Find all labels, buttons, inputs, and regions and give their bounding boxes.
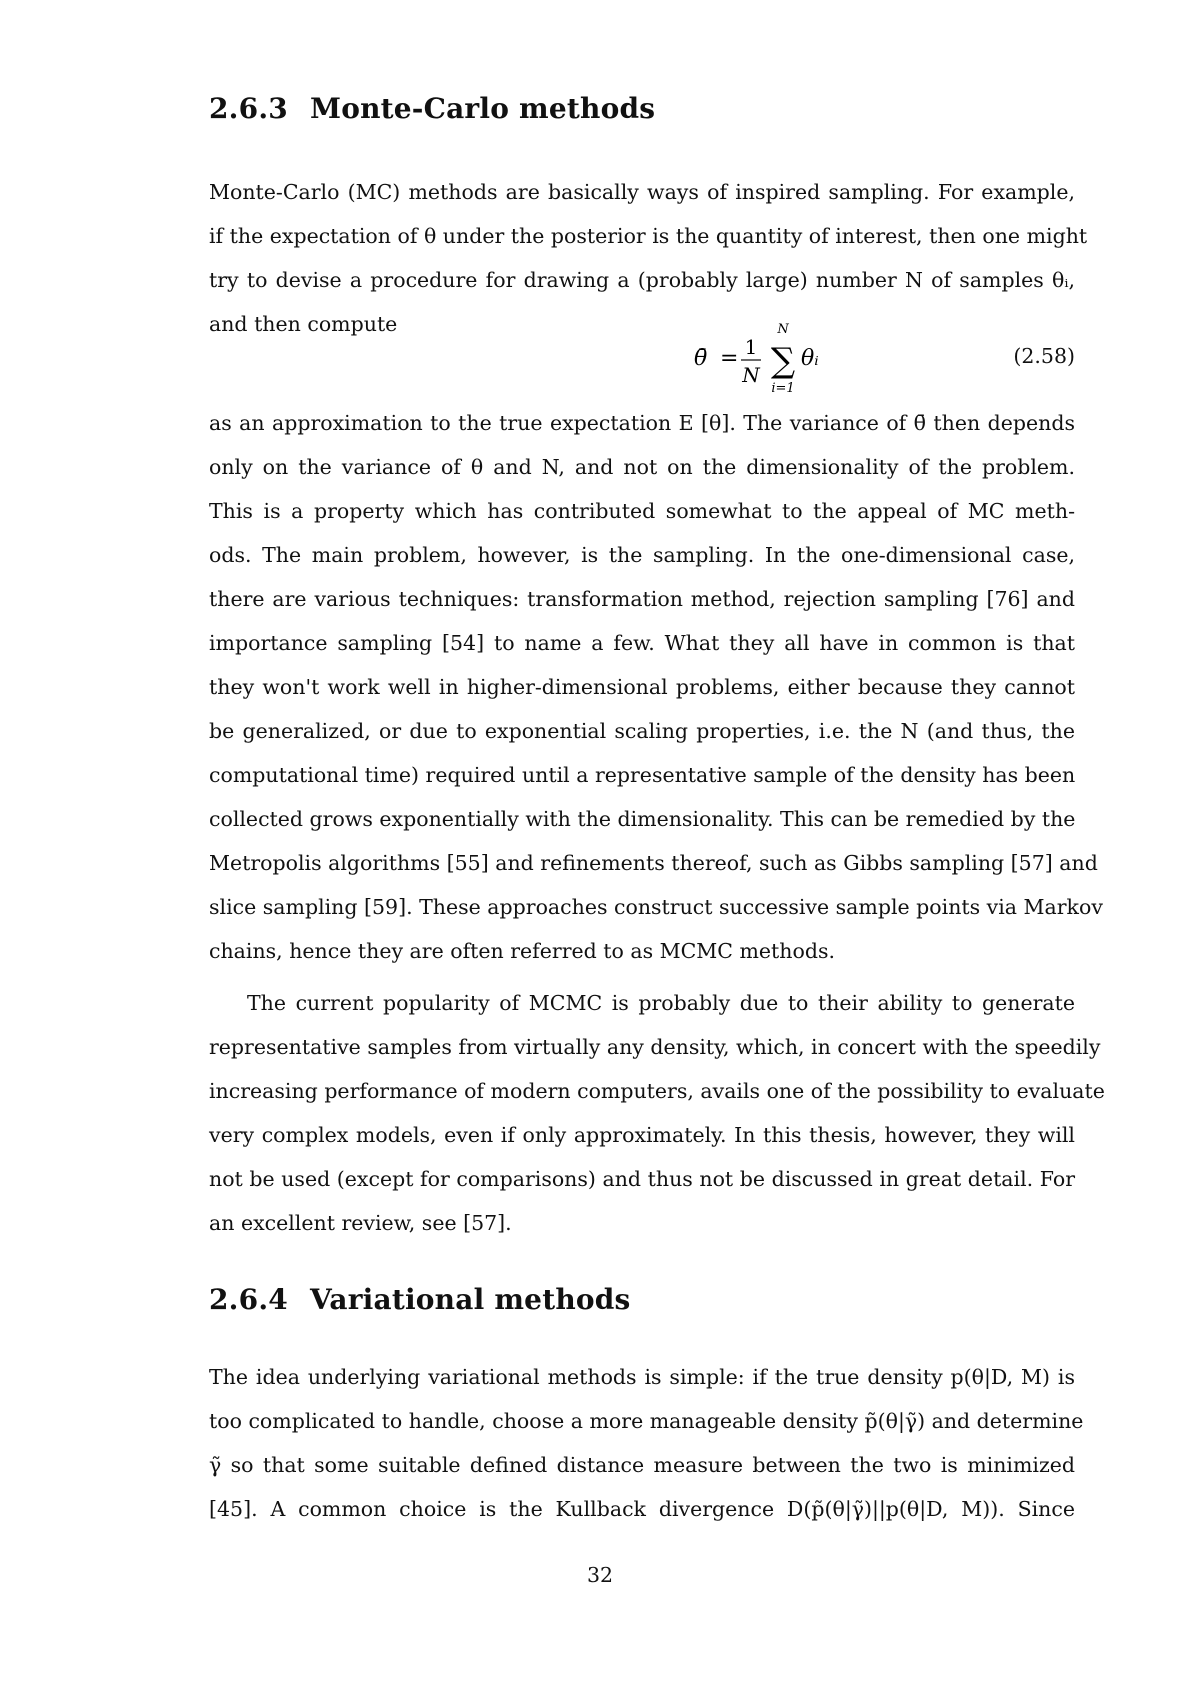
text-line: an excellent review, see [57]. <box>209 1211 512 1235</box>
equation-formula <box>684 320 854 400</box>
section-number: 2.6.3 <box>209 92 288 125</box>
section-title: Variational methods <box>310 1283 631 1316</box>
eq-numerator: 1 <box>744 335 758 359</box>
text-line: representative samples from virtually any density, which, in concert with the speedily <box>209 1035 1101 1059</box>
text-line: very complex models, even if only approximately. In this thesis, however, they will <box>209 1123 1075 1147</box>
eq-sum-upper: N <box>777 322 789 337</box>
text-line: collected grows exponentially with the dimensionality. This can be remedied by the <box>209 807 1076 831</box>
text-line: there are various techniques: transformation method, rejection sampling [76] and <box>209 587 1075 611</box>
section-number: 2.6.4 <box>209 1283 288 1316</box>
equation-number: (2.58) <box>1013 344 1075 368</box>
section-title: Monte-Carlo methods <box>310 92 656 125</box>
text-line: γ̃ so that some suitable defined distance measure between the two is minimized <box>209 1453 1075 1477</box>
text-line: slice sampling [59]. These approaches construct successive sample points via Markov <box>209 895 1103 919</box>
paragraph-variational <box>209 1355 1084 1531</box>
section-heading-2-6-4 <box>209 1283 631 1316</box>
text-line: only on the variance of θ and N, and not on the dimensionality of the problem. <box>209 455 1075 479</box>
text-line: too complicated to handle, choose a more manageable density p̃(θ|γ̃) and determine <box>209 1409 1084 1433</box>
eq-summand: θᵢ <box>801 346 819 371</box>
text-line: chains, hence they are often referred to as MCMC methods. <box>209 939 836 963</box>
text-line: and then compute <box>209 312 398 336</box>
text-line: Metropolis algorithms [55] and refinements thereof, such as Gibbs sampling [57] and <box>209 851 1098 875</box>
text-line: computational time) required until a representative sample of the density has been <box>209 763 1076 787</box>
page-number: 32 <box>586 1563 614 1587</box>
text-line: importance sampling [54] to name a few. What they all have in common is that <box>209 631 1075 655</box>
paragraph-mcmc-popularity <box>209 981 1105 1245</box>
text-line: [45]. A common choice is the Kullback divergence D(p̃(θ|γ̃)||p(θ|D, M)). Since <box>209 1497 1075 1521</box>
equation-2-58 <box>209 320 1075 400</box>
text-line: This is a property which has contributed somewhat to the appeal of MC meth- <box>209 499 1075 523</box>
text-line: try to devise a procedure for drawing a (probably large) number N of samples θᵢ, <box>209 268 1075 292</box>
text-line: The idea underlying variational methods is simple: if the true density p(θ|D, M) is <box>209 1365 1075 1389</box>
text-line: Monte-Carlo (MC) methods are basically ways of inspired sampling. For example, <box>209 180 1075 204</box>
eq-lhs: θ̄ <box>694 346 708 371</box>
text-line: increasing performance of modern computers, avails one of the possibility to evaluate <box>209 1079 1105 1103</box>
text-line: ods. The main problem, however, is the sampling. In the one-dimensional case, <box>209 543 1075 567</box>
text-line: not be used (except for comparisons) and thus not be discussed in great detail. For <box>209 1167 1075 1191</box>
eq-sum-sign: ∑ <box>770 341 796 381</box>
text-line: The current popularity of MCMC is probably due to their ability to generate <box>247 991 1075 1015</box>
section-heading-2-6-3 <box>209 92 655 125</box>
eq-sum-lower: i=1 <box>771 381 795 396</box>
text-line: if the expectation of θ under the posterior is the quantity of interest, then one might <box>209 224 1088 248</box>
text-line: they won't work well in higher-dimensional problems, either because they cannot <box>209 675 1075 699</box>
eq-equals: = <box>720 346 739 371</box>
paragraph-variance <box>209 401 1103 973</box>
text-line: be generalized, or due to exponential scaling properties, i.e. the N (and thus, the <box>209 719 1075 743</box>
text-line: as an approximation to the true expectation E [θ]. The variance of θ̄ then depends <box>209 411 1075 435</box>
eq-denominator: N <box>742 363 760 387</box>
